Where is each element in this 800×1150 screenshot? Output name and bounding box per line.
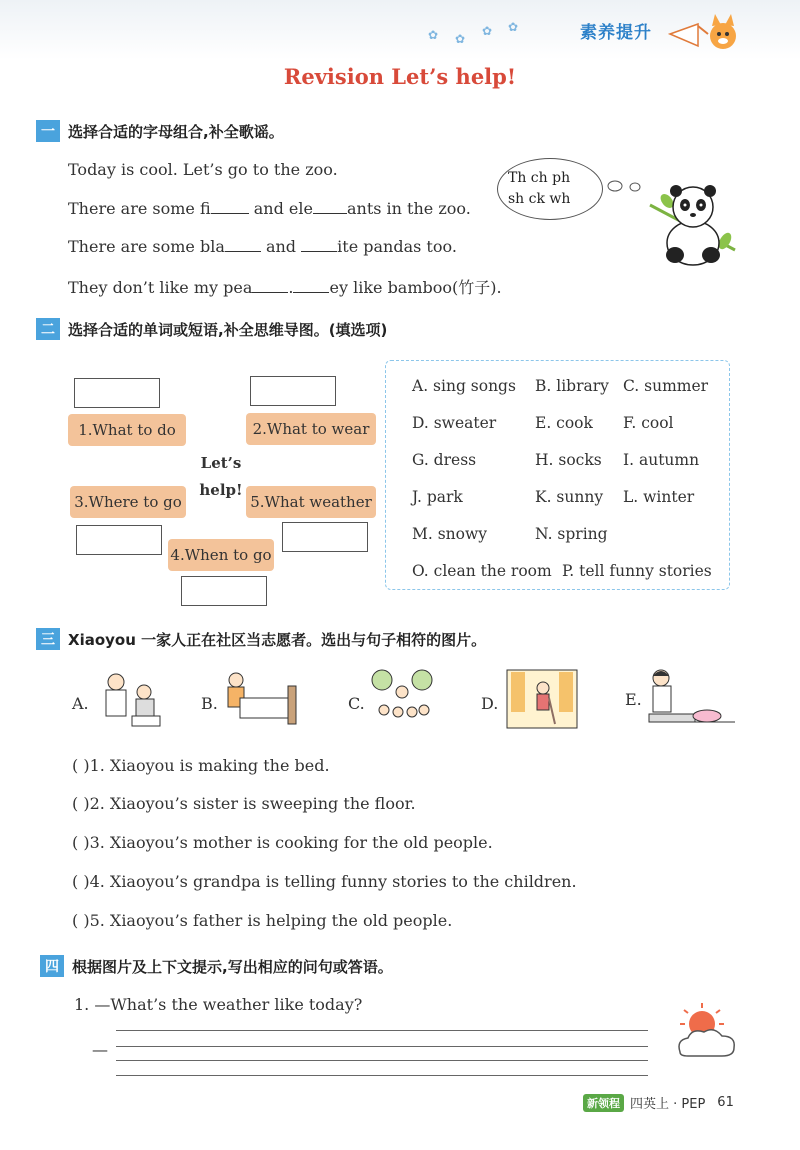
section-instruction: 选择合适的单词或短语,补全思维导图。(填选项) <box>68 320 388 339</box>
question-4: ( )4. Xiaoyou’s grandpa is telling funny stories to the children. <box>72 872 577 891</box>
line-text: ey like bamboo(竹子). <box>329 278 502 297</box>
bubble-trail-icon <box>605 176 645 196</box>
option: C. summer <box>623 377 709 395</box>
song-line-1 <box>68 160 338 179</box>
answer-box-3[interactable] <box>76 525 162 555</box>
paw-print-icon: ✿ <box>508 20 519 34</box>
center-line: help! <box>199 481 243 499</box>
node-what-weather: 5.What weather <box>246 486 376 518</box>
node-when-to-go: 4.When to go <box>168 539 274 571</box>
option: N. spring <box>535 525 608 543</box>
option: O. clean the room <box>412 562 552 580</box>
page-number: 61 <box>717 1095 734 1110</box>
option: P. tell funny stories <box>562 562 712 580</box>
line-text: They don’t like my pea <box>68 278 253 297</box>
option: M. snowy <box>412 525 488 543</box>
writing-line[interactable] <box>116 1030 648 1031</box>
answer-blank[interactable] <box>211 200 249 214</box>
fox-megaphone-icon <box>668 14 738 54</box>
mindmap-center <box>196 450 246 504</box>
line-text: ite pandas too. <box>337 237 457 256</box>
line-text: There are some fi <box>68 199 211 218</box>
section-3-heading <box>36 628 486 650</box>
option: E. cook <box>535 414 593 432</box>
letter-combo-bubble <box>497 158 603 220</box>
cooking-picture <box>645 666 737 730</box>
line-text: and <box>265 237 297 256</box>
pic-label-b: B. <box>201 694 218 713</box>
section-4-heading <box>40 955 393 977</box>
page-title: Revision Let’s help! <box>283 64 517 89</box>
section-instruction: 根据图片及上下文提示,写出相应的问句或答语。 <box>72 957 393 976</box>
line-text: Today is cool. Let’s go to the zoo. <box>68 160 338 179</box>
option: H. socks <box>535 451 602 469</box>
pic-label-d: D. <box>481 694 499 713</box>
line-text: . <box>288 278 294 297</box>
option: I. autumn <box>623 451 700 469</box>
answer-blank[interactable] <box>293 279 329 293</box>
option: D. sweater <box>412 414 497 432</box>
making-bed-picture <box>222 668 302 730</box>
section-instruction: 选择合适的字母组合,补全歌谣。 <box>68 122 284 141</box>
writing-line[interactable] <box>116 1060 648 1061</box>
writing-line[interactable] <box>116 1075 648 1076</box>
question-2: ( )2. Xiaoyou’s sister is sweeping the floor. <box>72 794 416 813</box>
answer-box-1[interactable] <box>74 378 160 408</box>
footer <box>583 1093 734 1112</box>
option: K. sunny <box>535 488 604 506</box>
sweeping-floor-picture <box>505 668 579 730</box>
song-line-4 <box>68 275 502 298</box>
section-number: 一 <box>36 120 60 142</box>
telling-stories-picture <box>370 668 436 730</box>
doctor-helping-elder-picture <box>96 668 166 730</box>
option: J. park <box>412 488 463 506</box>
paw-print-icon: ✿ <box>482 24 493 38</box>
question-5: ( )5. Xiaoyou’s father is helping the old people. <box>72 911 453 930</box>
node-where-to-go: 3.Where to go <box>70 486 186 518</box>
footer-brand: 新领程 <box>583 1094 624 1112</box>
header-badge: 素养提升 <box>580 23 652 43</box>
answer-box-4[interactable] <box>181 576 267 606</box>
answer-blank[interactable] <box>252 279 288 293</box>
song-line-3 <box>68 237 457 256</box>
bubble-row-1: Th ch ph <box>508 170 571 186</box>
footer-grade: 四英上 · PEP <box>630 1097 706 1112</box>
pic-label-a: A. <box>72 694 89 713</box>
option: A. sing songs <box>412 377 516 395</box>
writing-line[interactable] <box>116 1046 648 1047</box>
center-line: Let’s <box>200 454 242 472</box>
node-what-to-do: 1.What to do <box>68 414 186 446</box>
sun-cloud-icon <box>672 1000 744 1062</box>
section-number: 二 <box>36 318 60 340</box>
answer-dash: — <box>92 1040 108 1059</box>
section-2-heading <box>36 318 387 340</box>
section-1-heading <box>36 120 284 142</box>
question-3: ( )3. Xiaoyou’s mother is cooking for the old people. <box>72 833 493 852</box>
pic-label-e: E. <box>625 690 642 709</box>
answer-blank[interactable] <box>225 238 261 252</box>
node-what-to-wear: 2.What to wear <box>246 413 376 445</box>
answer-blank[interactable] <box>301 238 337 252</box>
option: B. library <box>535 377 609 395</box>
paw-print-icon: ✿ <box>428 28 439 42</box>
line-text: and ele <box>253 199 313 218</box>
answer-box-2[interactable] <box>250 376 336 406</box>
option: G. dress <box>412 451 477 469</box>
section-4-question-1: 1. —What’s the weather like today? <box>74 995 363 1014</box>
paw-print-icon: ✿ <box>455 32 466 46</box>
line-text: ants in the zoo. <box>346 199 471 218</box>
song-line-2 <box>68 199 471 218</box>
answer-blank[interactable] <box>313 200 347 214</box>
answer-box-5[interactable] <box>282 522 368 552</box>
section-number: 四 <box>40 955 64 977</box>
line-text: There are some bla <box>68 237 225 256</box>
bubble-row-2: sh ck wh <box>508 191 571 207</box>
option: F. cool <box>623 414 674 432</box>
pic-label-c: C. <box>348 694 365 713</box>
panda-icon <box>645 175 740 270</box>
section-instruction: Xiaoyou 一家人正在社区当志愿者。选出与句子相符的图片。 <box>68 630 487 649</box>
option: L. winter <box>623 488 695 506</box>
section-number: 三 <box>36 628 60 650</box>
question-1: ( )1. Xiaoyou is making the bed. <box>72 756 330 775</box>
